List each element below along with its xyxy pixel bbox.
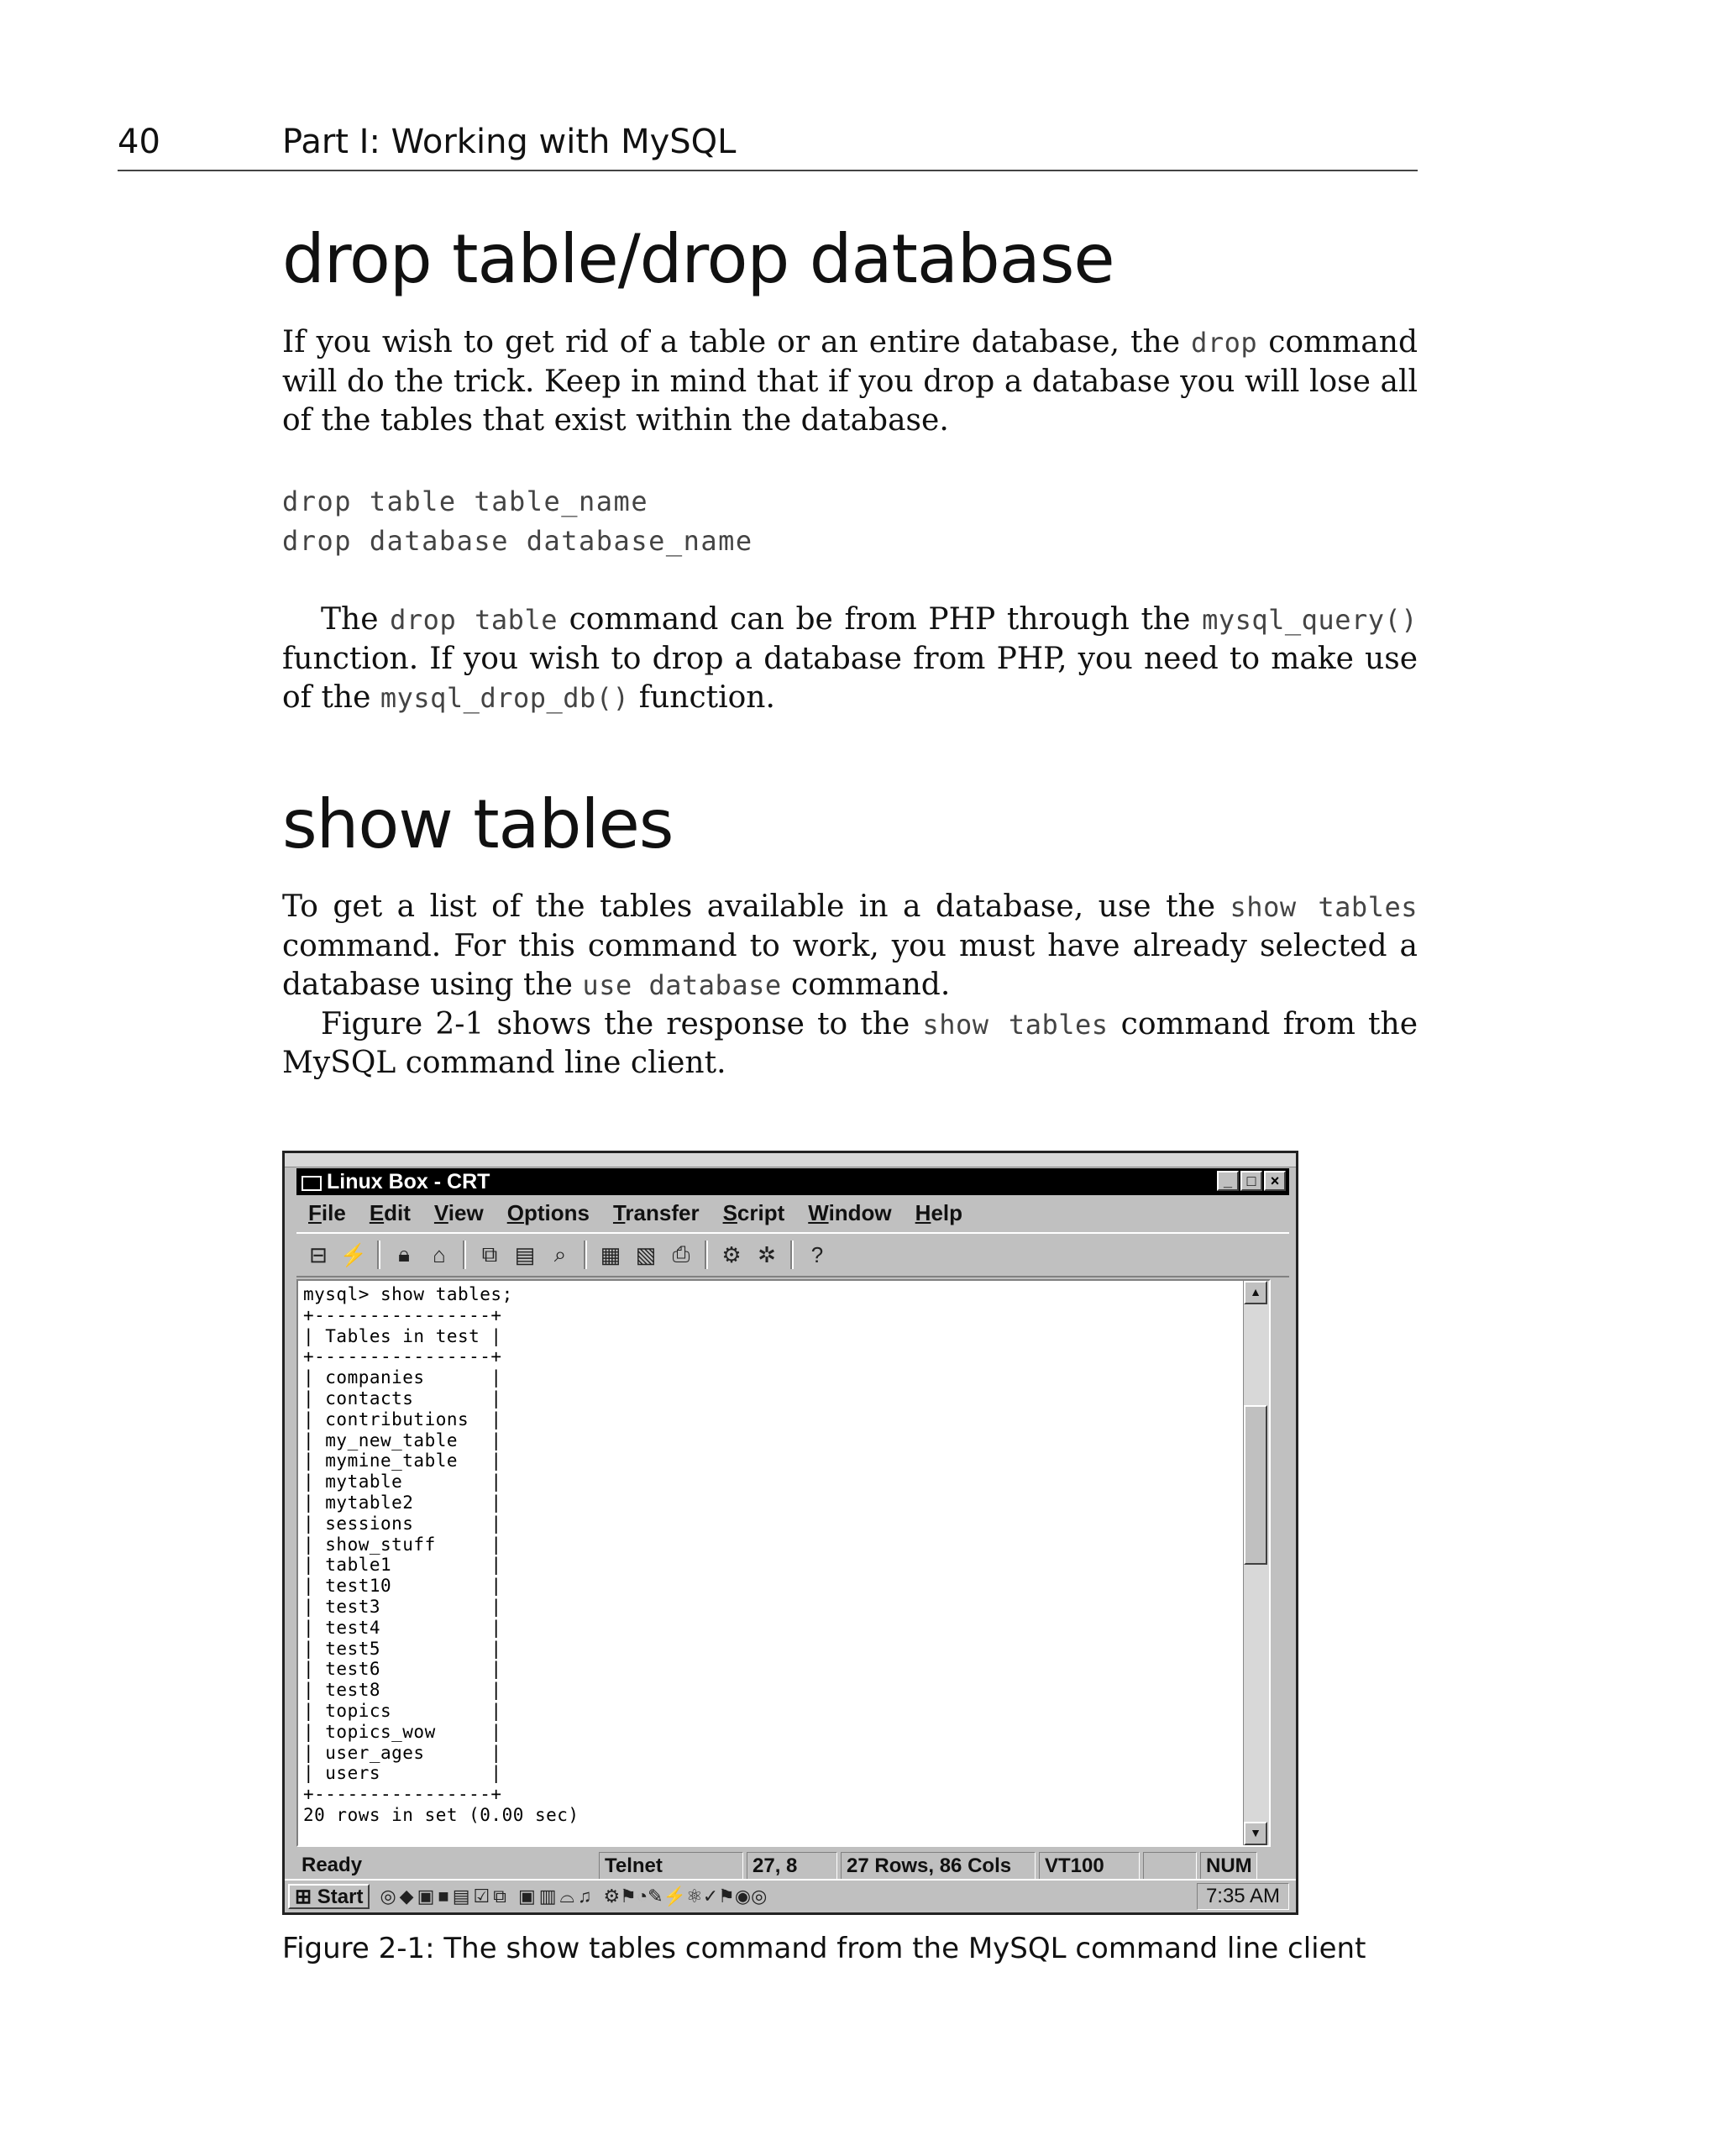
section-title-show-tables: show tables (282, 785, 674, 863)
close-button[interactable]: × (1264, 1171, 1286, 1191)
terminal-line: | test8 | (303, 1680, 502, 1701)
help-icon[interactable]: ? (810, 1241, 824, 1267)
code-line: drop table table_name (282, 485, 649, 517)
terminal-line: | companies | (303, 1367, 502, 1388)
quick-connect-icon[interactable]: ⚡ (339, 1241, 368, 1267)
terminal-line: | mymine_table | (303, 1450, 502, 1471)
terminal-line: | contacts | (303, 1387, 502, 1408)
show-tables-paragraph (282, 888, 1418, 1083)
terminal-line: | my_new_table | (303, 1429, 502, 1450)
lock-icon[interactable]: 🔒︎ (398, 1241, 410, 1267)
paragraph-text: The (321, 602, 391, 637)
paragraph-text: function. (629, 680, 775, 715)
menu-help[interactable]: Help (915, 1200, 963, 1225)
terminal-line: | user_ages | (303, 1742, 502, 1763)
status-blank (1143, 1852, 1197, 1881)
menu-window[interactable]: Window (808, 1200, 892, 1225)
section-show-tables (282, 785, 1418, 863)
terminal-line: +----------------+ (303, 1304, 502, 1325)
crt-task-icon[interactable]: ▣ (517, 1886, 536, 1907)
terminal-line: | table1 | (303, 1555, 502, 1576)
window-title: Linux Box - CRT (327, 1170, 490, 1193)
paragraph-text: Figure 2-1 shows the response to the (321, 1006, 923, 1041)
running-header (118, 118, 1418, 171)
toolbar-separator (584, 1241, 587, 1269)
paragraph (282, 888, 1418, 1005)
task-icon[interactable]: ▥ (538, 1886, 557, 1907)
paragraph-text: command will do the trick. Keep in mind that if you drop a database you will lose all of the tables that exist within the database. (282, 325, 1418, 438)
paste-icon[interactable]: ▤ (514, 1241, 536, 1267)
terminal-output (303, 1284, 579, 1826)
paragraph (282, 323, 1418, 441)
paragraph (282, 601, 1418, 718)
drop-code-block (282, 482, 1418, 560)
toolbar-separator (463, 1241, 466, 1269)
paragraph-text: To get a list of the tables available in a database, use the (282, 889, 1230, 924)
print-screen-icon[interactable]: ▧ (635, 1241, 657, 1267)
minimize-button[interactable]: _ (1217, 1171, 1239, 1191)
network-icon[interactable]: ⧉ (493, 1886, 506, 1907)
scroll-down-arrow-icon[interactable]: ▼ (1244, 1822, 1267, 1845)
terminal-line: | mytable2 | (303, 1492, 502, 1513)
paragraph-text: function. If you wish to drop a database from PHP, you need to make use of the (282, 641, 1418, 715)
terminal-line: | test5 | (303, 1638, 502, 1659)
terminal-line: | Tables in test | (303, 1325, 502, 1346)
status-protocol: Telnet (599, 1852, 743, 1881)
terminal-line: | sessions | (303, 1513, 502, 1534)
window-icon[interactable] (302, 1176, 322, 1191)
toolbar-separator (377, 1241, 380, 1269)
crt-window-screenshot (282, 1151, 1298, 1915)
browser-icon[interactable]: ◎ (380, 1886, 396, 1907)
disconnect-icon[interactable]: ⌂ (433, 1241, 446, 1267)
terminal-icon[interactable]: ■ (438, 1886, 449, 1907)
find-icon[interactable]: ⌕ (553, 1241, 567, 1267)
toolbar-separator (705, 1241, 708, 1269)
inline-code: mysql_query() (1202, 604, 1418, 636)
paragraph-text: command from the MySQL command line client. (282, 1006, 1418, 1080)
terminal-line: | test3 | (303, 1596, 502, 1617)
inline-code: mysql_drop_db() (380, 682, 630, 714)
code-line: drop database database_name (282, 524, 753, 557)
paragraph-text: If you wish to get rid of a table or an entire database, the (282, 325, 1192, 359)
menu-script[interactable]: Script (722, 1200, 785, 1225)
terminal-line: | topics | (303, 1700, 502, 1721)
print-setup-icon[interactable]: ▦ (600, 1241, 621, 1267)
vertical-scrollbar[interactable] (1243, 1281, 1269, 1845)
terminal-line: mysql> show tables; (303, 1284, 513, 1304)
maximize-button[interactable]: □ (1240, 1171, 1262, 1191)
inline-code: drop table (390, 604, 558, 636)
paragraph-text: command. For this command to work, you must have already selected a database using the (282, 928, 1418, 1002)
taskbar (285, 1879, 1296, 1912)
outlook-icon[interactable]: ◆ (399, 1886, 414, 1907)
terminal-line: | users | (303, 1763, 502, 1784)
clock: 7:35 AM (1197, 1883, 1289, 1910)
folder-icon[interactable]: ▤ (452, 1886, 470, 1907)
paragraph (282, 1005, 1418, 1083)
terminal-line: | mytable | (303, 1471, 502, 1492)
explorer-icon[interactable]: ▣ (417, 1886, 435, 1907)
global-options-icon[interactable]: ✲ (758, 1241, 776, 1267)
drop-php-paragraph (282, 601, 1418, 718)
menu-edit[interactable]: Edit (369, 1200, 411, 1225)
status-emulation: VT100 (1039, 1852, 1140, 1881)
status-size: 27 Rows, 86 Cols (841, 1852, 1036, 1881)
section-drop (282, 220, 1418, 298)
notepad-icon[interactable]: ☑ (473, 1886, 490, 1907)
drive-icon[interactable]: ⌓ (559, 1886, 574, 1907)
status-bar (296, 1852, 1289, 1881)
terminal-line: | show_stuff | (303, 1534, 502, 1555)
inline-code: drop (1191, 327, 1258, 359)
menu-bar (296, 1197, 1289, 1229)
page-number: 40 (118, 123, 160, 161)
terminal-area[interactable] (296, 1279, 1271, 1847)
session-options-icon[interactable]: ⚙ (721, 1241, 742, 1267)
scroll-up-arrow-icon[interactable]: ▲ (1244, 1281, 1267, 1304)
part-title: Part I: Working with MySQL (282, 123, 737, 161)
terminal-line: | contributions | (303, 1408, 502, 1429)
terminal-line: | test6 | (303, 1659, 502, 1680)
terminal-line: +----------------+ (303, 1346, 502, 1367)
status-ready: Ready (302, 1854, 363, 1876)
paragraph-text: command can be from PHP through the (557, 602, 1203, 637)
section-title-drop: drop table/drop database (282, 220, 1114, 298)
terminal-line: +----------------+ (303, 1784, 502, 1805)
copy-icon[interactable]: ⧉ (481, 1241, 498, 1267)
drop-intro-paragraph (282, 323, 1418, 441)
menu-view[interactable]: View (433, 1200, 484, 1225)
volume-icon[interactable]: ♫ (577, 1886, 592, 1907)
inline-code: show tables (922, 1008, 1109, 1041)
quick-launch (380, 1886, 767, 1907)
terminal-line: 20 rows in set (0.00 sec) (303, 1804, 579, 1825)
connect-icon[interactable]: ⊟ (309, 1241, 328, 1267)
status-cursor: 27, 8 (747, 1852, 837, 1881)
terminal-line: | topics_wow | (303, 1721, 502, 1742)
toolbar-separator (790, 1241, 794, 1269)
background-window-strip (285, 1153, 1296, 1167)
menu-transfer[interactable]: Transfer (612, 1200, 700, 1225)
inline-code: use database (582, 969, 782, 1001)
terminal-line: | test10 | (303, 1576, 502, 1597)
menu-options[interactable]: Options (506, 1200, 590, 1225)
menu-file[interactable]: File (308, 1200, 346, 1225)
start-button[interactable]: ⊞ Start (288, 1884, 370, 1909)
paragraph-text: command. (781, 968, 951, 1002)
inline-code: show tables (1230, 891, 1418, 923)
system-tray-icons: ⚙⚑◔✎⚡⚛✓⚑◉◎ (603, 1886, 768, 1907)
figure-caption: Figure 2-1: The show tables command from the MySQL command line client (282, 1932, 1366, 1965)
print-icon[interactable]: ⎙ (672, 1241, 690, 1267)
scroll-thumb[interactable] (1244, 1405, 1267, 1565)
start-label: Start (317, 1886, 364, 1908)
toolbar (296, 1232, 1289, 1277)
title-bar[interactable] (296, 1168, 1289, 1195)
terminal-line: | test4 | (303, 1617, 502, 1638)
status-num: NUM (1200, 1852, 1257, 1881)
